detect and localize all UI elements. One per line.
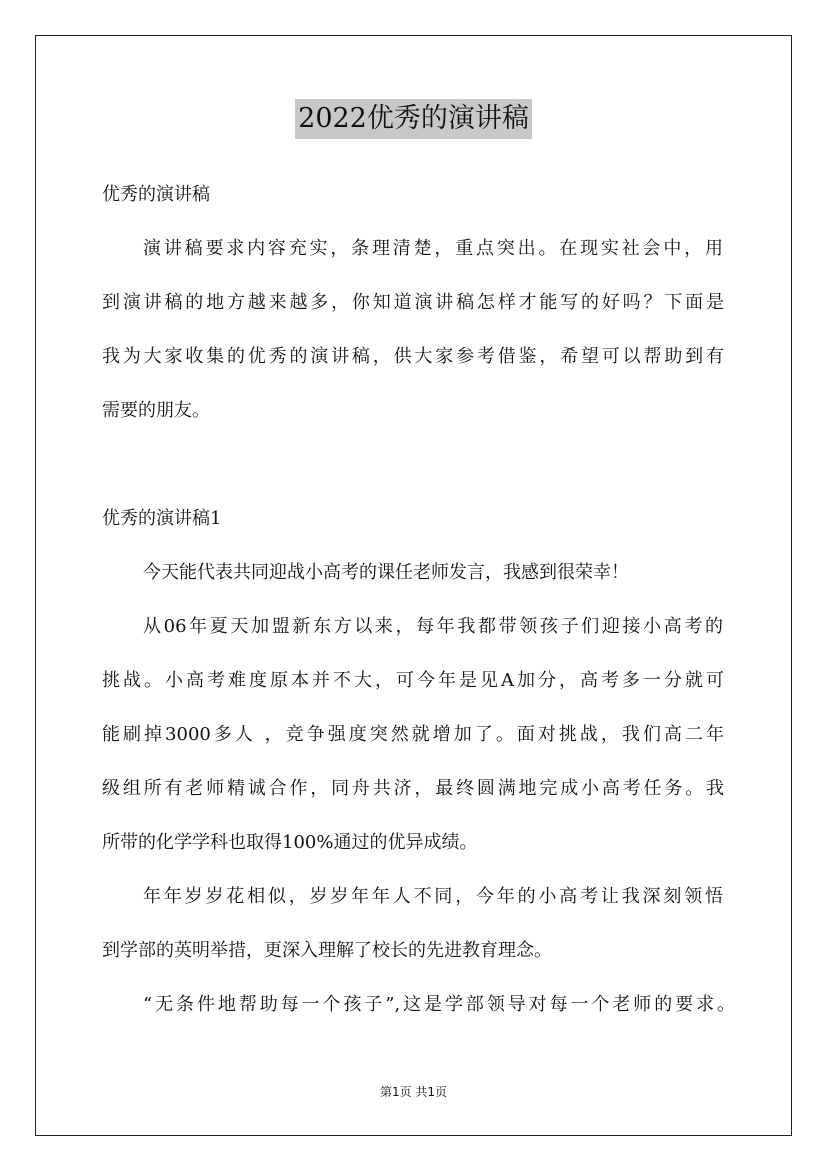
document-subtitle: 优秀的演讲稿	[102, 184, 210, 205]
intro-line-1: 演讲稿要求内容充实，条理清楚，重点突出。在现实社会中，用	[143, 238, 723, 259]
body-line-1: 今天能代表共同迎战小高考的课任老师发言，我感到很荣幸！	[143, 562, 629, 583]
body-line-8: 到学部的英明举措，更深入理解了校长的先进教育理念。	[102, 940, 552, 961]
intro-line-2: 到演讲稿的地方越来越多，你知道演讲稿怎样才能写的好吗？下面是	[102, 292, 724, 313]
intro-line-4: 需要的朋友。	[102, 400, 210, 421]
title-container	[0, 99, 827, 139]
body-line-6: 所带的化学学科也取得100%通过的优异成绩。	[102, 832, 478, 853]
body-line-2: 从06年夏天加盟新东方以来，每年我都带领孩子们迎接小高考的	[143, 616, 723, 637]
body-line-7: 年年岁岁花相似，岁岁年年人不同，今年的小高考让我深刻领悟	[143, 886, 723, 907]
intro-line-3: 我为大家收集的优秀的演讲稿，供大家参考借鉴，希望可以帮助到有	[102, 346, 724, 367]
section-heading: 优秀的演讲稿1	[102, 508, 222, 529]
body-line-3: 挑战。小高考难度原本并不大，可今年是见A加分，高考多一分就可	[102, 670, 724, 691]
body-line-4: 能刷掉3000多人 ，竞争强度突然就增加了。面对挑战，我们高二年	[102, 724, 724, 745]
body-line-5: 级组所有老师精诚合作，同舟共济，最终圆满地完成小高考任务。我	[102, 778, 724, 799]
body-line-9: “无条件地帮助每一个孩子”,这是学部领导对每一个老师的要求。	[143, 994, 735, 1015]
page-footer: 第1页 共1页	[379, 1085, 448, 1099]
document-title: 2022优秀的演讲稿	[295, 99, 532, 139]
